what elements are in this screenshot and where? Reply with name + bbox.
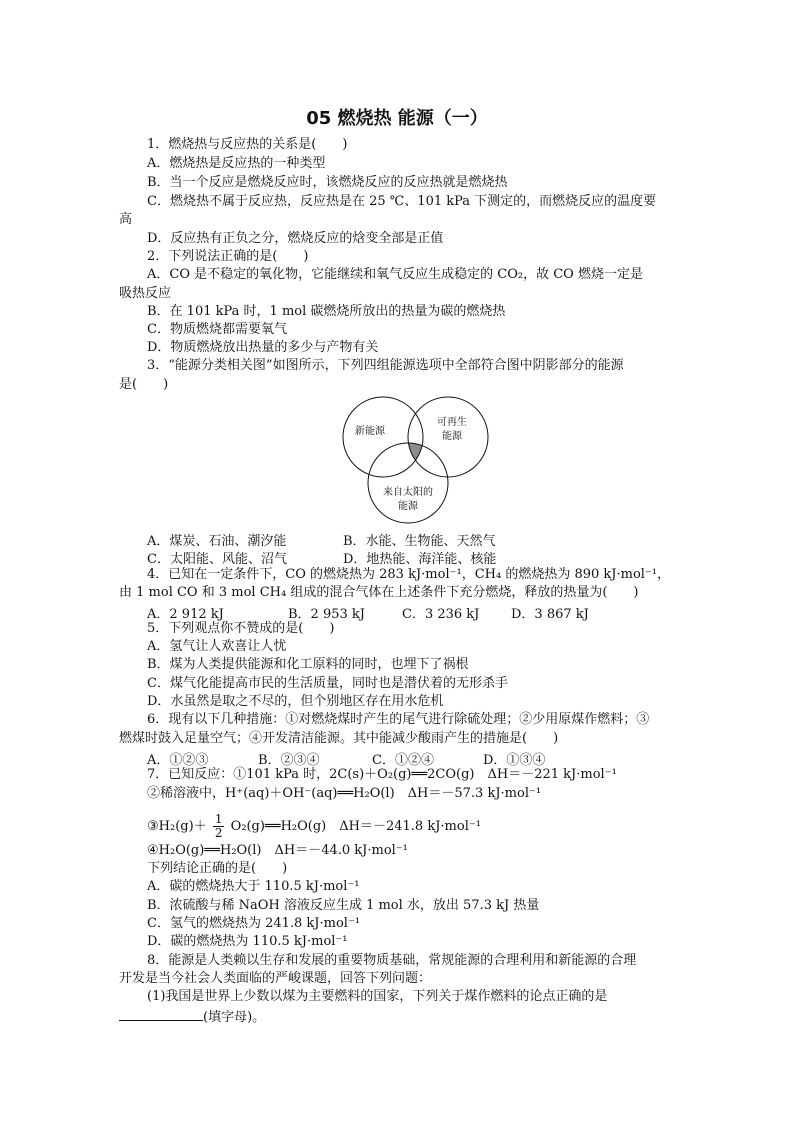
q1-option-c: C．燃烧热不属于反应热，反应热是在 25 ℃、101 kPa 下测定的，而燃烧反应的温度要 (147, 194, 657, 209)
half-fraction (213, 813, 225, 840)
fraction-denominator: 2 (214, 826, 223, 840)
q7-option-a: A．碳的燃烧热大于 110.5 kJ·mol⁻¹ (147, 879, 360, 894)
q7-option-d: D．碳的燃烧热为 110.5 kJ·mol⁻¹ (147, 934, 348, 949)
q2-option-d: D．物质燃烧放出热量的多少与产物有关 (147, 340, 379, 355)
q2-option-a: A．CO 是不稳定的氧化物，它能继续和氧气反应生成稳定的 CO₂，故 CO 燃烧一定是 (147, 267, 643, 282)
q3-option-c: C．太阳能、风能、沼气 (147, 552, 287, 567)
q6-stem: 6．现有以下几种措施：①对燃烧煤时产生的尾气进行除硫处理；②少用原煤作燃料；③ (147, 712, 650, 727)
q7-reaction-3 (147, 813, 481, 840)
q4-option-b: B．2 953 kJ (288, 607, 365, 622)
q4-option-a: A．2 912 kJ (147, 607, 224, 622)
q1-option-c-cont: 高 (119, 212, 133, 227)
q7-question: 下列结论正确的是( ) (147, 861, 288, 876)
q4-option-d: D．3 867 kJ (511, 607, 589, 622)
q3-stem: 3．“能源分类相关图”如图所示，下列四组能源选项中全部符合图中阴影部分的能源 (147, 358, 624, 373)
venn-label-renewable-2: 能源 (442, 431, 462, 442)
q5-option-d: D．水虽然是取之不尽的，但个别地区存在用水危机 (147, 694, 444, 709)
q5-option-a: A．氢气让人欢喜让人忧 (147, 639, 287, 654)
q3-option-a: A．煤炭、石油、潮汐能 (147, 534, 287, 549)
q3-option-b: B．水能、生物能、天然气 (343, 534, 496, 549)
q1-option-d: D．反应热有正负之分，燃烧反应的焓变全部是正值 (147, 231, 444, 246)
q8-stem-cont: 开发是当今社会人类面临的严峻课题，回答下列问题： (119, 971, 432, 986)
q7-option-c: C．氢气的燃烧热为 241.8 kJ·mol⁻¹ (147, 916, 361, 931)
q7-reaction-2: ②稀溶液中，H⁺(aq)＋OH⁻(aq)══H₂O(l) ΔH＝－57.3 kJ·mol⁻¹ (147, 786, 542, 801)
q7-reaction-1: 7．已知反应：①101 kPa 时，2C(s)＋O₂(g)══2CO(g) ΔH＝－221 kJ·mol⁻¹ (147, 767, 617, 782)
venn-label-solar-1: 来自太阳的 (383, 487, 433, 498)
q1-option-b: B．当一个反应是燃烧反应时，该燃烧反应的反应热就是燃烧热 (147, 175, 508, 190)
venn-label-renewable-1: 可再生 (437, 417, 467, 428)
q4-stem-cont: 由 1 mol CO 和 3 mol CH₄ 组成的混合气体在上述条件下充分燃烧，释放的热量为( ) (119, 585, 639, 600)
q6-option-d: D．①③④ (483, 753, 546, 768)
q6-stem-cont: 燃煤时鼓入足量空气；④开发清洁能源。其中能减少酸雨产生的措施是( ) (119, 731, 559, 746)
q2-option-c: C．物质燃烧都需要氧气 (147, 322, 287, 337)
page-title: 05 燃烧热 能源（一） (306, 108, 488, 129)
q3-option-d: D．地热能、海洋能、核能 (343, 552, 497, 567)
q8-part1-answer (119, 1008, 265, 1026)
q2-option-b: B．在 101 kPa 时，1 mol 碳燃烧所放出的热量为碳的燃烧热 (147, 304, 506, 319)
q7-option-b: B．浓硫酸与稀 NaOH 溶液反应生成 1 mol 水，放出 57.3 kJ 热量 (147, 898, 540, 913)
venn-label-solar-2: 能源 (398, 501, 418, 512)
q5-option-b: B．煤为人类提供能源和化工原料的同时，也埋下了祸根 (147, 657, 469, 672)
q3-stem-cont: 是( ) (119, 377, 169, 392)
q8-part1-hint: (填字母)。 (203, 1010, 266, 1025)
new-energy-circle (343, 397, 423, 477)
q2-stem: 2．下列说法正确的是( ) (147, 249, 309, 264)
q8-part1: (1)我国是世界上少数以煤为主要燃料的国家，下列关于煤作燃料的论点正确的是 (147, 989, 608, 1004)
q6-option-c: C．①②④ (372, 753, 434, 768)
q2-option-a-cont: 吸热反应 (119, 286, 172, 301)
q1-stem: 1．燃烧热与反应热的关系是( ) (147, 137, 348, 152)
q5-option-c: C．煤气化能提高市民的生活质量，同时也是潜伏着的无形杀手 (147, 676, 508, 691)
q5-stem: 5．下列观点你不赞成的是( ) (147, 621, 335, 636)
q6-option-b: B．②③④ (258, 753, 320, 768)
q6-option-a: A．①②③ (147, 753, 209, 768)
venn-label-new-energy: 新能源 (355, 426, 385, 437)
answer-blank[interactable] (119, 1008, 203, 1021)
q1-option-a: A．燃烧热是反应热的一种类型 (147, 156, 326, 171)
q4-option-c: C．3 236 kJ (402, 607, 480, 622)
q7-reaction-4: ④H₂O(g)══H₂O(l) ΔH＝－44.0 kJ·mol⁻¹ (147, 843, 408, 858)
q8-stem: 8．能源是人类赖以生存和发展的重要物质基础，常规能源的合理利用和新能源的合理 (147, 953, 637, 968)
fraction-numerator: 1 (214, 812, 223, 826)
q7-reaction-3-suffix: O₂(g)══H₂O(g) ΔH＝－241.8 kJ·mol⁻¹ (230, 819, 481, 834)
q4-stem: 4．已知在一定条件下，CO 的燃烧热为 283 kJ·mol⁻¹，CH₄ 的燃烧热为 890 kJ·mol⁻¹， (147, 567, 671, 582)
q7-reaction-3-prefix: ③H₂(g)＋ (147, 819, 207, 834)
energy-venn-diagram (330, 387, 500, 525)
